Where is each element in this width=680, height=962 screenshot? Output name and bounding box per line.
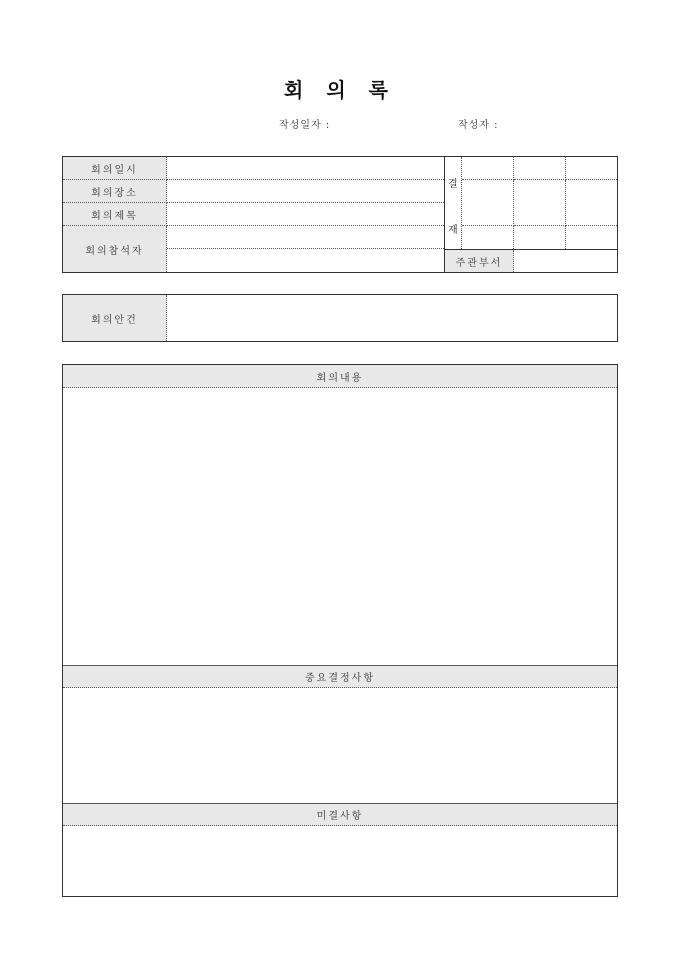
pending-area[interactable] [63,826,617,896]
approval-top-char: 결 [448,179,458,190]
meeting-info-table [62,156,618,273]
content-area[interactable] [63,388,617,665]
agenda-table [62,294,618,342]
approver-title-1[interactable] [462,157,514,180]
meeting-place-field[interactable] [167,180,444,203]
meeting-date-field[interactable] [167,157,444,180]
attendees-field-1[interactable] [167,226,444,249]
meeting-subject-label: 회의제목 [63,203,167,226]
page-title: 회 의 록 [284,78,396,102]
decisions-area[interactable] [63,688,617,803]
author-date-label: 작성일자 : [279,120,331,131]
minutes-body [62,364,618,897]
agenda-field[interactable] [167,295,617,341]
meeting-date-label: 회의일시 [63,157,167,180]
meeting-place-label: 회의장소 [63,180,167,203]
section-header-pending: 미결사항 [63,803,617,826]
approver-date-1[interactable] [462,226,514,249]
section-header-decisions: 중요결정사항 [63,665,617,688]
attendees-field-2[interactable] [167,249,444,272]
meeting-subject-field[interactable] [167,203,444,226]
approver-sign-3[interactable] [566,180,617,226]
dept-row [445,249,617,272]
approval-block [444,157,617,272]
approver-date-2[interactable] [514,226,566,249]
dept-field[interactable] [514,250,617,272]
approver-sign-1[interactable] [462,180,514,226]
attendees-label: 회의참석자 [63,226,167,272]
approval-side-label [445,157,462,249]
section-header-content: 회의내용 [63,365,617,388]
dept-label: 주관부서 [445,250,514,272]
approver-title-2[interactable] [514,157,566,180]
agenda-label: 회의안건 [63,295,167,341]
approver-date-3[interactable] [566,226,617,249]
approver-sign-2[interactable] [514,180,566,226]
author-label: 작성자 : [458,120,499,131]
approval-bottom-char: 재 [448,225,458,236]
approver-title-3[interactable] [566,157,617,180]
